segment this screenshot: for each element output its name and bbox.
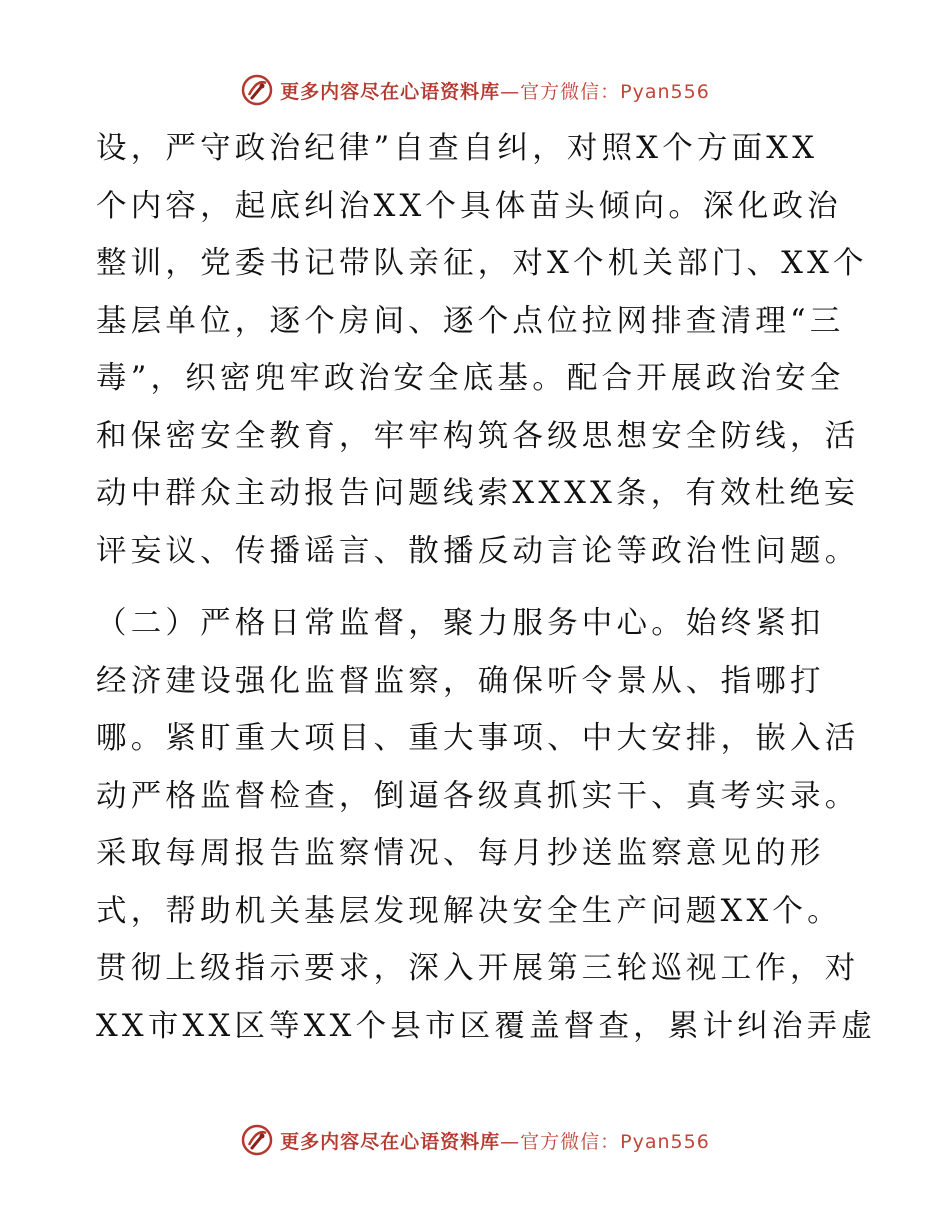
text-line: 评妄议、传播谣言、散播反动言论等政治性问题。	[96, 533, 860, 569]
paragraph-1	[96, 120, 866, 580]
text-line: （二）严格日常监督，聚力服务中心。始终紧扣	[96, 606, 825, 641]
text-line: 基层单位，逐个房间、逐个点位拉网排查清理“三	[96, 303, 845, 339]
text-line: 设，严守政治纪律”自查自纠，对照X个方面XX	[96, 131, 819, 166]
brand-logo-icon	[240, 73, 274, 107]
text-line: 毒”，织密兜牢政治安全底基。配合开展政治安全	[96, 361, 845, 396]
footer-watermark	[0, 1120, 950, 1160]
text-line: 个内容，起底纠治XX个具体苗头倾向。深化政治	[96, 188, 842, 224]
text-line: 和保密安全教育，牢牢构筑各级思想安全防线，活	[96, 418, 860, 454]
text-line: 动中群众主动报告问题线索XXXX条，有效杜绝妄	[96, 476, 859, 511]
header-watermark	[0, 70, 950, 110]
paragraph-2	[96, 595, 877, 1055]
text-line: 式，帮助机关基层发现解决安全生产问题XX个。	[96, 893, 842, 929]
watermark-brand: 更多内容尽在心语资料库	[280, 80, 501, 103]
watermark-separator: —	[500, 1130, 521, 1153]
brand-logo-icon	[240, 1123, 274, 1157]
paragraph-spacer	[96, 580, 866, 595]
watermark-separator: —	[500, 80, 521, 103]
text-line: 贯彻上级指示要求，深入开展第三轮巡视工作，对	[96, 951, 860, 986]
text-line: 动严格监督检查，倒逼各级真抓实干、真考实录。	[96, 778, 860, 814]
text-line: 经济建设强化监督监察，确保听令景从、指哪打	[96, 663, 825, 699]
document-body	[96, 120, 877, 1055]
watermark-text	[280, 1127, 710, 1154]
watermark-contact: 官方微信：Pyan556	[520, 80, 710, 103]
text-line: 采取每周报告监察情况、每月抄送监察意见的形	[96, 836, 825, 871]
watermark-text	[280, 77, 710, 104]
text-line: 整训，党委书记带队亲征，对X个机关部门、XX个	[96, 246, 868, 281]
watermark-brand: 更多内容尽在心语资料库	[280, 1130, 501, 1153]
watermark-contact: 官方微信：Pyan556	[520, 1130, 710, 1153]
text-line: 哪。紧盯重大项目、重大事项、中大安排，嵌入活	[96, 721, 860, 756]
text-line: XX市XX区等XX个县市区覆盖督查，累计纠治弄虚	[96, 1008, 877, 1044]
